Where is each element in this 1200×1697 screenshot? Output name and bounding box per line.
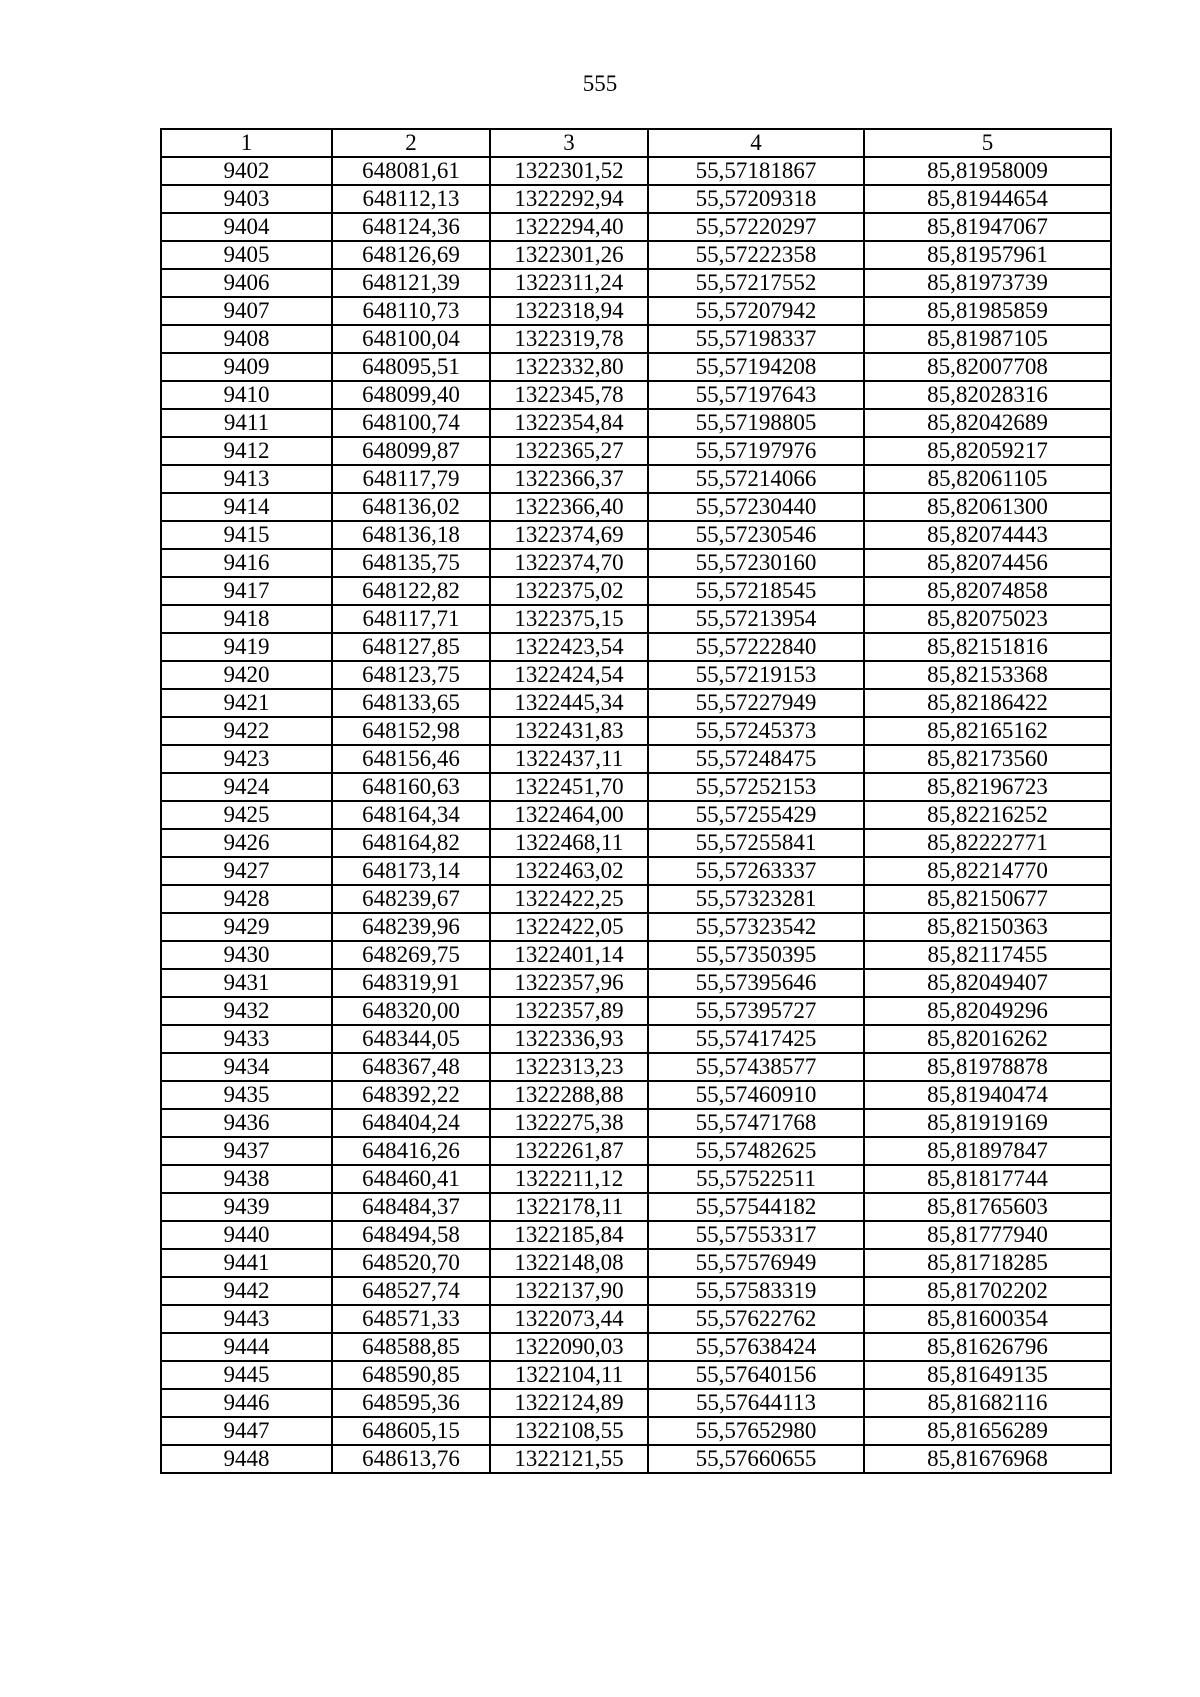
y-coordinate-cell: 1322451,70 <box>490 773 648 801</box>
latitude-cell: 55,57395646 <box>648 969 864 997</box>
y-coordinate-cell: 1322374,69 <box>490 521 648 549</box>
longitude-cell: 85,81600354 <box>864 1305 1111 1333</box>
latitude-cell: 55,57255841 <box>648 829 864 857</box>
latitude-cell: 55,57522511 <box>648 1165 864 1193</box>
point-number-cell: 9437 <box>161 1137 332 1165</box>
x-coordinate-cell: 648124,36 <box>332 213 490 241</box>
latitude-cell: 55,57198805 <box>648 409 864 437</box>
y-coordinate-cell: 1322424,54 <box>490 661 648 689</box>
longitude-cell: 85,82216252 <box>864 801 1111 829</box>
longitude-cell: 85,81777940 <box>864 1221 1111 1249</box>
y-coordinate-cell: 1322445,34 <box>490 689 648 717</box>
y-coordinate-cell: 1322288,88 <box>490 1081 648 1109</box>
longitude-cell: 85,81897847 <box>864 1137 1111 1165</box>
table-row <box>161 269 1111 297</box>
longitude-cell: 85,82059217 <box>864 437 1111 465</box>
x-coordinate-cell: 648173,14 <box>332 857 490 885</box>
x-coordinate-cell: 648494,58 <box>332 1221 490 1249</box>
x-coordinate-cell: 648571,33 <box>332 1305 490 1333</box>
y-coordinate-cell: 1322275,38 <box>490 1109 648 1137</box>
point-number-cell: 9424 <box>161 773 332 801</box>
table-row <box>161 941 1111 969</box>
x-coordinate-cell: 648404,24 <box>332 1109 490 1137</box>
latitude-cell: 55,57230440 <box>648 493 864 521</box>
y-coordinate-cell: 1322422,25 <box>490 885 648 913</box>
longitude-cell: 85,81947067 <box>864 213 1111 241</box>
latitude-cell: 55,57194208 <box>648 353 864 381</box>
x-coordinate-cell: 648239,67 <box>332 885 490 913</box>
point-number-cell: 9434 <box>161 1053 332 1081</box>
table-row <box>161 885 1111 913</box>
longitude-cell: 85,81702202 <box>864 1277 1111 1305</box>
x-coordinate-cell: 648605,15 <box>332 1417 490 1445</box>
y-coordinate-cell: 1322332,80 <box>490 353 648 381</box>
x-coordinate-cell: 648152,98 <box>332 717 490 745</box>
latitude-cell: 55,57255429 <box>648 801 864 829</box>
coordinates-table <box>160 128 1112 1474</box>
x-coordinate-cell: 648122,82 <box>332 577 490 605</box>
latitude-cell: 55,57197643 <box>648 381 864 409</box>
x-coordinate-cell: 648133,65 <box>332 689 490 717</box>
x-coordinate-cell: 648590,85 <box>332 1361 490 1389</box>
longitude-cell: 85,82061105 <box>864 465 1111 493</box>
longitude-cell: 85,82151816 <box>864 633 1111 661</box>
x-coordinate-cell: 648081,61 <box>332 157 490 185</box>
table-row <box>161 969 1111 997</box>
point-number-cell: 9423 <box>161 745 332 773</box>
table-row <box>161 381 1111 409</box>
point-number-cell: 9432 <box>161 997 332 1025</box>
point-number-cell: 9446 <box>161 1389 332 1417</box>
y-coordinate-cell: 1322185,84 <box>490 1221 648 1249</box>
point-number-cell: 9442 <box>161 1277 332 1305</box>
table-row <box>161 1193 1111 1221</box>
longitude-cell: 85,81985859 <box>864 297 1111 325</box>
point-number-cell: 9427 <box>161 857 332 885</box>
table-row <box>161 409 1111 437</box>
table-row <box>161 857 1111 885</box>
table-row <box>161 1249 1111 1277</box>
longitude-cell: 85,82150363 <box>864 913 1111 941</box>
point-number-cell: 9421 <box>161 689 332 717</box>
latitude-cell: 55,57214066 <box>648 465 864 493</box>
table-row <box>161 689 1111 717</box>
y-coordinate-cell: 1322137,90 <box>490 1277 648 1305</box>
x-coordinate-cell: 648460,41 <box>332 1165 490 1193</box>
y-coordinate-cell: 1322336,93 <box>490 1025 648 1053</box>
x-coordinate-cell: 648121,39 <box>332 269 490 297</box>
table-row <box>161 1081 1111 1109</box>
x-coordinate-cell: 648588,85 <box>332 1333 490 1361</box>
latitude-cell: 55,57438577 <box>648 1053 864 1081</box>
table-row <box>161 437 1111 465</box>
longitude-cell: 85,82049407 <box>864 969 1111 997</box>
latitude-cell: 55,57482625 <box>648 1137 864 1165</box>
x-coordinate-cell: 648135,75 <box>332 549 490 577</box>
latitude-cell: 55,57220297 <box>648 213 864 241</box>
table-row <box>161 1277 1111 1305</box>
table-header-row <box>161 129 1111 157</box>
longitude-cell: 85,82061300 <box>864 493 1111 521</box>
table-row <box>161 1305 1111 1333</box>
x-coordinate-cell: 648613,76 <box>332 1445 490 1473</box>
longitude-cell: 85,81649135 <box>864 1361 1111 1389</box>
latitude-cell: 55,57248475 <box>648 745 864 773</box>
y-coordinate-cell: 1322292,94 <box>490 185 648 213</box>
longitude-cell: 85,81765603 <box>864 1193 1111 1221</box>
longitude-cell: 85,82007708 <box>864 353 1111 381</box>
table-row <box>161 1361 1111 1389</box>
longitude-cell: 85,81656289 <box>864 1417 1111 1445</box>
latitude-cell: 55,57638424 <box>648 1333 864 1361</box>
longitude-cell: 85,81957961 <box>864 241 1111 269</box>
latitude-cell: 55,57230160 <box>648 549 864 577</box>
point-number-cell: 9415 <box>161 521 332 549</box>
longitude-cell: 85,82074858 <box>864 577 1111 605</box>
y-coordinate-cell: 1322357,89 <box>490 997 648 1025</box>
table-row <box>161 297 1111 325</box>
x-coordinate-cell: 648127,85 <box>332 633 490 661</box>
column-header: 5 <box>864 129 1111 157</box>
longitude-cell: 85,81944654 <box>864 185 1111 213</box>
x-coordinate-cell: 648136,18 <box>332 521 490 549</box>
y-coordinate-cell: 1322422,05 <box>490 913 648 941</box>
y-coordinate-cell: 1322345,78 <box>490 381 648 409</box>
point-number-cell: 9417 <box>161 577 332 605</box>
x-coordinate-cell: 648319,91 <box>332 969 490 997</box>
x-coordinate-cell: 648160,63 <box>332 773 490 801</box>
latitude-cell: 55,57207942 <box>648 297 864 325</box>
x-coordinate-cell: 648164,34 <box>332 801 490 829</box>
point-number-cell: 9425 <box>161 801 332 829</box>
x-coordinate-cell: 648110,73 <box>332 297 490 325</box>
latitude-cell: 55,57460910 <box>648 1081 864 1109</box>
table-row <box>161 1221 1111 1249</box>
latitude-cell: 55,57622762 <box>648 1305 864 1333</box>
table-row <box>161 521 1111 549</box>
table-row <box>161 1165 1111 1193</box>
latitude-cell: 55,57227949 <box>648 689 864 717</box>
point-number-cell: 9438 <box>161 1165 332 1193</box>
longitude-cell: 85,82196723 <box>864 773 1111 801</box>
longitude-cell: 85,82222771 <box>864 829 1111 857</box>
y-coordinate-cell: 1322375,15 <box>490 605 648 633</box>
longitude-cell: 85,82075023 <box>864 605 1111 633</box>
point-number-cell: 9429 <box>161 913 332 941</box>
longitude-cell: 85,82074456 <box>864 549 1111 577</box>
point-number-cell: 9410 <box>161 381 332 409</box>
latitude-cell: 55,57230546 <box>648 521 864 549</box>
latitude-cell: 55,57395727 <box>648 997 864 1025</box>
longitude-cell: 85,82074443 <box>864 521 1111 549</box>
latitude-cell: 55,57209318 <box>648 185 864 213</box>
longitude-cell: 85,82153368 <box>864 661 1111 689</box>
y-coordinate-cell: 1322365,27 <box>490 437 648 465</box>
column-header: 2 <box>332 129 490 157</box>
table-row <box>161 1445 1111 1473</box>
x-coordinate-cell: 648126,69 <box>332 241 490 269</box>
y-coordinate-cell: 1322375,02 <box>490 577 648 605</box>
table-row <box>161 633 1111 661</box>
y-coordinate-cell: 1322318,94 <box>490 297 648 325</box>
latitude-cell: 55,57181867 <box>648 157 864 185</box>
latitude-cell: 55,57583319 <box>648 1277 864 1305</box>
table-row <box>161 465 1111 493</box>
x-coordinate-cell: 648595,36 <box>332 1389 490 1417</box>
longitude-cell: 85,82042689 <box>864 409 1111 437</box>
point-number-cell: 9403 <box>161 185 332 213</box>
table-row <box>161 241 1111 269</box>
point-number-cell: 9409 <box>161 353 332 381</box>
table-row <box>161 1333 1111 1361</box>
point-number-cell: 9412 <box>161 437 332 465</box>
point-number-cell: 9422 <box>161 717 332 745</box>
longitude-cell: 85,81987105 <box>864 325 1111 353</box>
table-row <box>161 325 1111 353</box>
y-coordinate-cell: 1322090,03 <box>490 1333 648 1361</box>
y-coordinate-cell: 1322354,84 <box>490 409 648 437</box>
point-number-cell: 9419 <box>161 633 332 661</box>
table-row <box>161 1417 1111 1445</box>
x-coordinate-cell: 648099,87 <box>332 437 490 465</box>
y-coordinate-cell: 1322374,70 <box>490 549 648 577</box>
x-coordinate-cell: 648367,48 <box>332 1053 490 1081</box>
x-coordinate-cell: 648164,82 <box>332 829 490 857</box>
y-coordinate-cell: 1322468,11 <box>490 829 648 857</box>
y-coordinate-cell: 1322108,55 <box>490 1417 648 1445</box>
point-number-cell: 9433 <box>161 1025 332 1053</box>
point-number-cell: 9413 <box>161 465 332 493</box>
latitude-cell: 55,57323281 <box>648 885 864 913</box>
x-coordinate-cell: 648099,40 <box>332 381 490 409</box>
latitude-cell: 55,57544182 <box>648 1193 864 1221</box>
latitude-cell: 55,57263337 <box>648 857 864 885</box>
point-number-cell: 9435 <box>161 1081 332 1109</box>
point-number-cell: 9448 <box>161 1445 332 1473</box>
x-coordinate-cell: 648239,96 <box>332 913 490 941</box>
latitude-cell: 55,57222358 <box>648 241 864 269</box>
table-body <box>161 157 1111 1473</box>
point-number-cell: 9430 <box>161 941 332 969</box>
table-row <box>161 577 1111 605</box>
longitude-cell: 85,82150677 <box>864 885 1111 913</box>
point-number-cell: 9439 <box>161 1193 332 1221</box>
x-coordinate-cell: 648156,46 <box>332 745 490 773</box>
table-row <box>161 1109 1111 1137</box>
table-row <box>161 997 1111 1025</box>
column-header: 4 <box>648 129 864 157</box>
y-coordinate-cell: 1322211,12 <box>490 1165 648 1193</box>
y-coordinate-cell: 1322319,78 <box>490 325 648 353</box>
latitude-cell: 55,57644113 <box>648 1389 864 1417</box>
latitude-cell: 55,57323542 <box>648 913 864 941</box>
y-coordinate-cell: 1322401,14 <box>490 941 648 969</box>
table-row <box>161 605 1111 633</box>
x-coordinate-cell: 648527,74 <box>332 1277 490 1305</box>
latitude-cell: 55,57660655 <box>648 1445 864 1473</box>
x-coordinate-cell: 648123,75 <box>332 661 490 689</box>
y-coordinate-cell: 1322104,11 <box>490 1361 648 1389</box>
y-coordinate-cell: 1322366,40 <box>490 493 648 521</box>
point-number-cell: 9431 <box>161 969 332 997</box>
point-number-cell: 9426 <box>161 829 332 857</box>
longitude-cell: 85,82186422 <box>864 689 1111 717</box>
point-number-cell: 9402 <box>161 157 332 185</box>
latitude-cell: 55,57218545 <box>648 577 864 605</box>
longitude-cell: 85,82214770 <box>864 857 1111 885</box>
table-row <box>161 773 1111 801</box>
table-row <box>161 913 1111 941</box>
y-coordinate-cell: 1322423,54 <box>490 633 648 661</box>
table-row <box>161 661 1111 689</box>
latitude-cell: 55,57640156 <box>648 1361 864 1389</box>
longitude-cell: 85,81682116 <box>864 1389 1111 1417</box>
x-coordinate-cell: 648117,71 <box>332 605 490 633</box>
y-coordinate-cell: 1322366,37 <box>490 465 648 493</box>
latitude-cell: 55,57576949 <box>648 1249 864 1277</box>
y-coordinate-cell: 1322311,24 <box>490 269 648 297</box>
table-row <box>161 353 1111 381</box>
point-number-cell: 9405 <box>161 241 332 269</box>
x-coordinate-cell: 648484,37 <box>332 1193 490 1221</box>
y-coordinate-cell: 1322463,02 <box>490 857 648 885</box>
point-number-cell: 9428 <box>161 885 332 913</box>
x-coordinate-cell: 648136,02 <box>332 493 490 521</box>
x-coordinate-cell: 648344,05 <box>332 1025 490 1053</box>
latitude-cell: 55,57198337 <box>648 325 864 353</box>
latitude-cell: 55,57197976 <box>648 437 864 465</box>
longitude-cell: 85,82028316 <box>864 381 1111 409</box>
latitude-cell: 55,57652980 <box>648 1417 864 1445</box>
y-coordinate-cell: 1322301,26 <box>490 241 648 269</box>
table-row <box>161 1025 1111 1053</box>
column-header: 3 <box>490 129 648 157</box>
y-coordinate-cell: 1322437,11 <box>490 745 648 773</box>
x-coordinate-cell: 648117,79 <box>332 465 490 493</box>
latitude-cell: 55,57222840 <box>648 633 864 661</box>
table-row <box>161 1137 1111 1165</box>
table-row <box>161 549 1111 577</box>
y-coordinate-cell: 1322357,96 <box>490 969 648 997</box>
longitude-cell: 85,81718285 <box>864 1249 1111 1277</box>
longitude-cell: 85,82016262 <box>864 1025 1111 1053</box>
longitude-cell: 85,82049296 <box>864 997 1111 1025</box>
point-number-cell: 9406 <box>161 269 332 297</box>
table-row <box>161 493 1111 521</box>
y-coordinate-cell: 1322073,44 <box>490 1305 648 1333</box>
latitude-cell: 55,57417425 <box>648 1025 864 1053</box>
y-coordinate-cell: 1322121,55 <box>490 1445 648 1473</box>
point-number-cell: 9440 <box>161 1221 332 1249</box>
point-number-cell: 9411 <box>161 409 332 437</box>
column-header: 1 <box>161 129 332 157</box>
longitude-cell: 85,81626796 <box>864 1333 1111 1361</box>
y-coordinate-cell: 1322124,89 <box>490 1389 648 1417</box>
point-number-cell: 9408 <box>161 325 332 353</box>
point-number-cell: 9404 <box>161 213 332 241</box>
y-coordinate-cell: 1322313,23 <box>490 1053 648 1081</box>
longitude-cell: 85,81817744 <box>864 1165 1111 1193</box>
x-coordinate-cell: 648416,26 <box>332 1137 490 1165</box>
point-number-cell: 9416 <box>161 549 332 577</box>
point-number-cell: 9407 <box>161 297 332 325</box>
longitude-cell: 85,81958009 <box>864 157 1111 185</box>
longitude-cell: 85,81940474 <box>864 1081 1111 1109</box>
point-number-cell: 9447 <box>161 1417 332 1445</box>
longitude-cell: 85,81973739 <box>864 269 1111 297</box>
y-coordinate-cell: 1322261,87 <box>490 1137 648 1165</box>
x-coordinate-cell: 648100,74 <box>332 409 490 437</box>
point-number-cell: 9418 <box>161 605 332 633</box>
table-row <box>161 157 1111 185</box>
latitude-cell: 55,57217552 <box>648 269 864 297</box>
point-number-cell: 9445 <box>161 1361 332 1389</box>
page-number: 555 <box>582 71 618 96</box>
longitude-cell: 85,82173560 <box>864 745 1111 773</box>
x-coordinate-cell: 648095,51 <box>332 353 490 381</box>
latitude-cell: 55,57471768 <box>648 1109 864 1137</box>
y-coordinate-cell: 1322178,11 <box>490 1193 648 1221</box>
longitude-cell: 85,81919169 <box>864 1109 1111 1137</box>
latitude-cell: 55,57219153 <box>648 661 864 689</box>
point-number-cell: 9441 <box>161 1249 332 1277</box>
x-coordinate-cell: 648112,13 <box>332 185 490 213</box>
latitude-cell: 55,57252153 <box>648 773 864 801</box>
longitude-cell: 85,81676968 <box>864 1445 1111 1473</box>
x-coordinate-cell: 648269,75 <box>332 941 490 969</box>
longitude-cell: 85,82117455 <box>864 941 1111 969</box>
longitude-cell: 85,81978878 <box>864 1053 1111 1081</box>
table-row <box>161 801 1111 829</box>
y-coordinate-cell: 1322148,08 <box>490 1249 648 1277</box>
point-number-cell: 9414 <box>161 493 332 521</box>
y-coordinate-cell: 1322301,52 <box>490 157 648 185</box>
x-coordinate-cell: 648520,70 <box>332 1249 490 1277</box>
y-coordinate-cell: 1322294,40 <box>490 213 648 241</box>
latitude-cell: 55,57350395 <box>648 941 864 969</box>
latitude-cell: 55,57213954 <box>648 605 864 633</box>
latitude-cell: 55,57553317 <box>648 1221 864 1249</box>
longitude-cell: 85,82165162 <box>864 717 1111 745</box>
x-coordinate-cell: 648320,00 <box>332 997 490 1025</box>
point-number-cell: 9444 <box>161 1333 332 1361</box>
table-row <box>161 185 1111 213</box>
table-row <box>161 1389 1111 1417</box>
table-row <box>161 717 1111 745</box>
x-coordinate-cell: 648392,22 <box>332 1081 490 1109</box>
point-number-cell: 9420 <box>161 661 332 689</box>
latitude-cell: 55,57245373 <box>648 717 864 745</box>
table-row <box>161 829 1111 857</box>
table-row <box>161 213 1111 241</box>
point-number-cell: 9443 <box>161 1305 332 1333</box>
y-coordinate-cell: 1322431,83 <box>490 717 648 745</box>
x-coordinate-cell: 648100,04 <box>332 325 490 353</box>
table-row <box>161 1053 1111 1081</box>
point-number-cell: 9436 <box>161 1109 332 1137</box>
table-row <box>161 745 1111 773</box>
y-coordinate-cell: 1322464,00 <box>490 801 648 829</box>
